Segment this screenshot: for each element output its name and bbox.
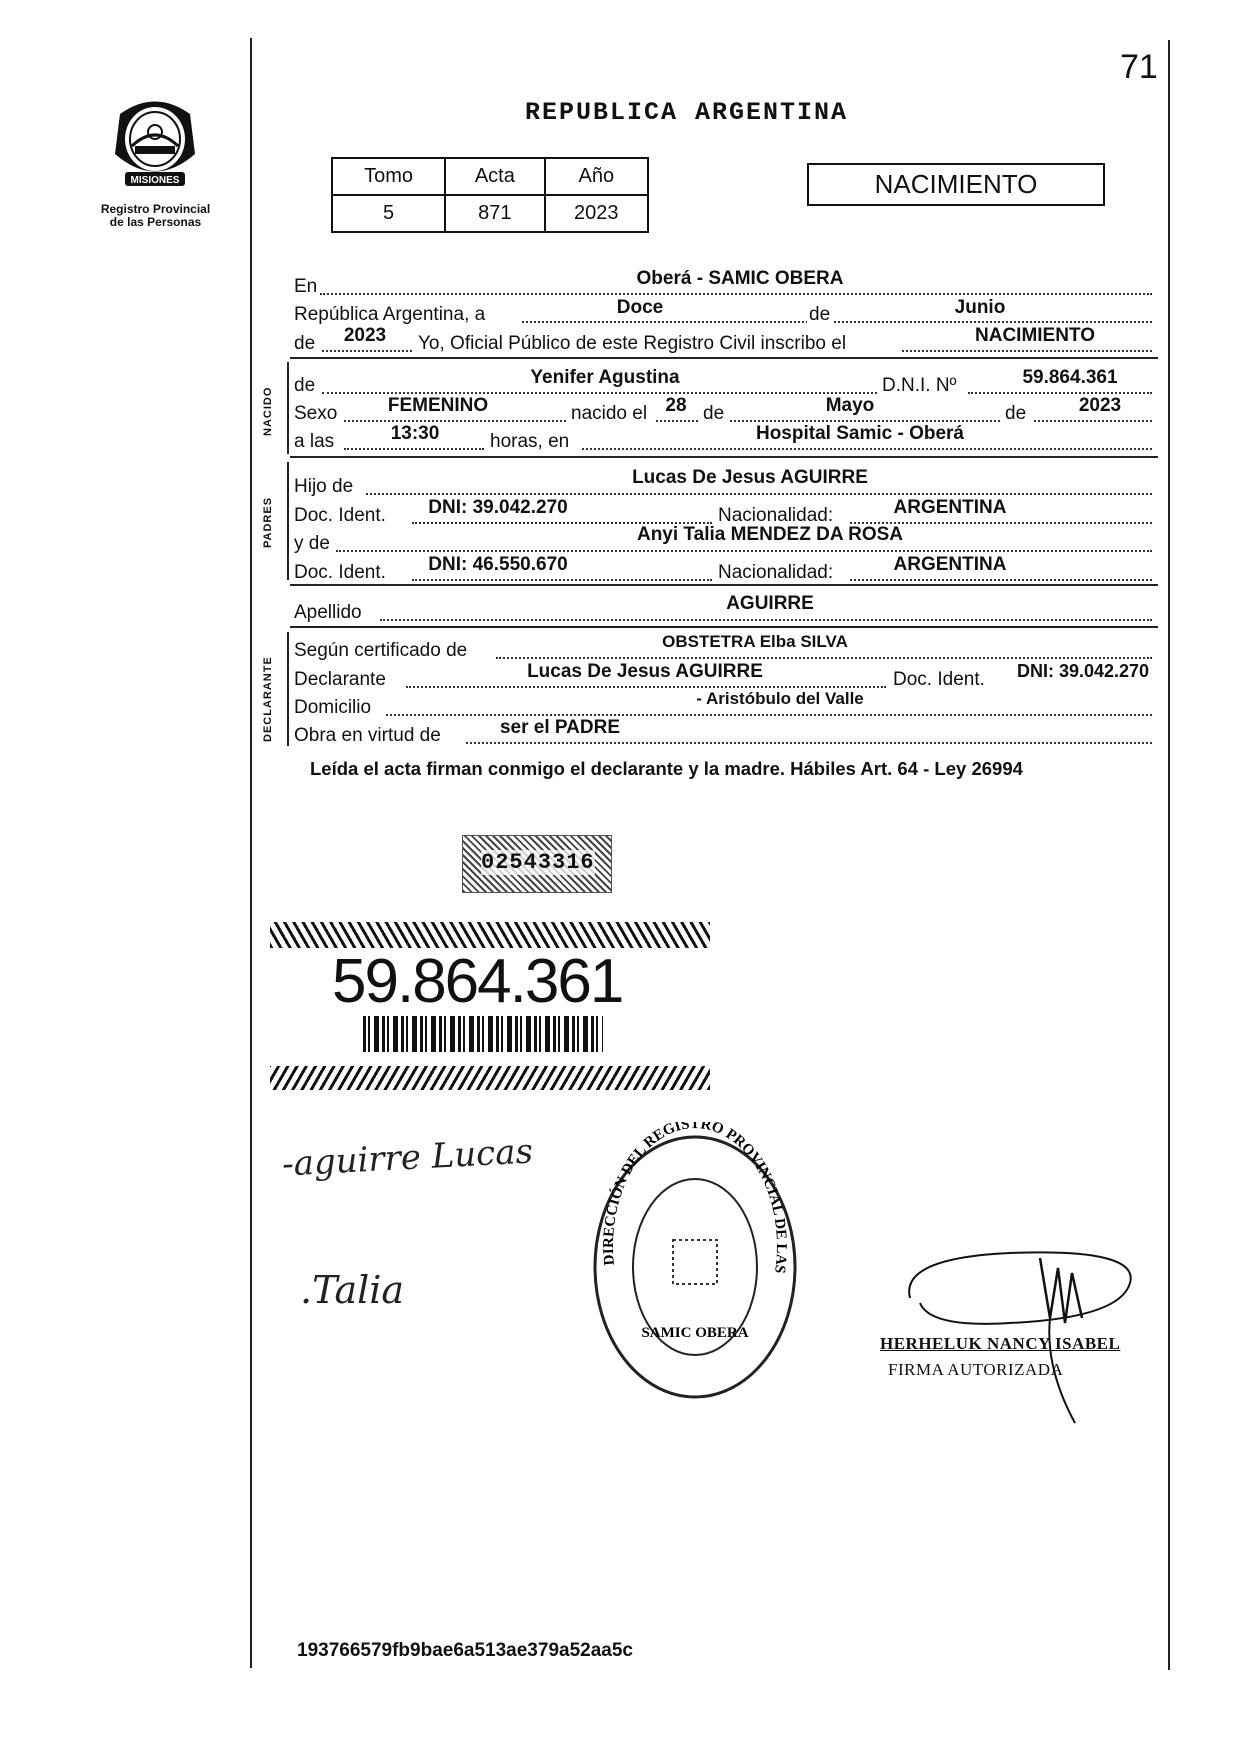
- month-dots: [730, 420, 1000, 422]
- reference-header-row: [332, 158, 648, 195]
- document-hash: 193766579fb9bae6a513ae379a52aa5c: [297, 1640, 633, 1661]
- tomo-header: Tomo: [332, 158, 445, 195]
- dni-label: D.N.I. Nº: [882, 375, 957, 396]
- mother-signature: .Talia: [300, 1268, 405, 1312]
- surname: AGUIRRE: [726, 593, 814, 614]
- intro-de-label: de: [809, 304, 831, 325]
- declarante-label: Declarante: [294, 669, 386, 690]
- dni-label-bottom-band: [270, 1066, 710, 1090]
- birth-year-dots: [1034, 420, 1152, 422]
- section-separator-4: [290, 626, 1158, 628]
- day-dots: [656, 420, 698, 422]
- registry-name: [88, 203, 223, 229]
- event-dots: [902, 350, 1152, 352]
- registration-day: Doce: [616, 297, 664, 318]
- sexo-dots: [344, 420, 566, 422]
- nacido-de1-label: de: [703, 403, 725, 424]
- father-nationality: ARGENTINA: [893, 497, 1007, 518]
- cert-dots: [496, 657, 1152, 659]
- certificate-issuer: OBSTETRA Elba SILVA: [662, 632, 848, 651]
- section-separator-2: [290, 456, 1158, 458]
- child-sex: FEMENINO: [387, 395, 489, 416]
- en-dots: [320, 293, 1152, 295]
- mother-name: Anyi Talia MENDEZ DA ROSA: [636, 524, 904, 545]
- stamp-inner-text: SAMIC OBERA: [641, 1325, 749, 1341]
- right-margin-line: [1168, 40, 1170, 1670]
- y-de-label: y de: [294, 533, 330, 554]
- mother-doc-label: Doc. Ident.: [294, 562, 386, 583]
- horas-label: horas, en: [490, 431, 570, 452]
- declarante-dots: [406, 686, 886, 688]
- declarante-side-line: [287, 632, 289, 746]
- apellido-dots: [380, 619, 1152, 621]
- acta-value: 871: [445, 195, 544, 232]
- tomo-value: 5: [332, 195, 445, 232]
- father-name: Lucas De Jesus AGUIRRE: [632, 467, 868, 488]
- declarant-signature: -aguirre Lucas: [281, 1131, 534, 1185]
- father-nat-label: Nacionalidad:: [718, 505, 834, 526]
- province-logo: [100, 84, 210, 194]
- declarant-capacity: ser el PADRE: [499, 717, 621, 738]
- republic-label: República Argentina, a: [294, 304, 486, 325]
- section-separator-1: [290, 357, 1158, 359]
- child-dni: 59.864.361: [1022, 367, 1118, 388]
- reference-value-row: [332, 195, 648, 232]
- official-name: HERHELUK NANCY ISABEL: [880, 1334, 1121, 1353]
- mother-doc-dots: [412, 579, 712, 581]
- registration-year: 2023: [343, 325, 387, 346]
- year-dots: [322, 350, 412, 352]
- nacido-side-line: [287, 362, 289, 454]
- official-stamp: [585, 1122, 805, 1402]
- registry-line-2: de las Personas: [109, 215, 202, 229]
- left-margin-line: [250, 38, 252, 1668]
- name-dots: [322, 392, 877, 394]
- child-name: Yenifer Agustina: [530, 367, 680, 388]
- padres-side-label: PADRES: [262, 496, 274, 548]
- domicilio-label: Domicilio: [294, 697, 372, 718]
- cert-label: Según certificado de: [294, 640, 468, 661]
- declarant-address: - Aristóbulo del Valle: [696, 689, 864, 708]
- mother-doc: DNI: 46.550.670: [428, 554, 568, 575]
- republic-dots: [522, 321, 1152, 323]
- misiones-emblem-icon: [100, 84, 210, 194]
- domicilio-dots: [386, 714, 1152, 716]
- security-code: 02543316: [481, 850, 595, 875]
- father-doc: DNI: 39.042.270: [428, 497, 568, 518]
- birth-day: 28: [665, 395, 687, 416]
- signature-scribble-icon: [890, 1228, 1150, 1428]
- acta-header: Acta: [445, 158, 544, 195]
- father-dots: [366, 493, 1152, 495]
- registry-seal-icon: [585, 1122, 805, 1402]
- declarant-doc-label: Doc. Ident.: [893, 669, 985, 690]
- dni-label-number: 59.864.361: [332, 947, 623, 1016]
- a-las-label: a las: [294, 431, 335, 452]
- official-text: Yo, Oficial Público de este Registro Civil inscribo el: [418, 333, 847, 354]
- birth-time: 13:30: [390, 423, 440, 444]
- nacido-el-label: nacido el: [571, 403, 648, 424]
- document-title: REPUBLICA ARGENTINA: [525, 98, 849, 127]
- page-number: 71: [1120, 48, 1158, 86]
- anio-value: 2023: [545, 195, 648, 232]
- mother-dots: [336, 550, 1152, 552]
- father-doc-label: Doc. Ident.: [294, 505, 386, 526]
- birth-place-intro: Oberá - SAMIC OBERA: [636, 268, 844, 289]
- registered-event: NACIMIENTO: [975, 325, 1095, 346]
- dni-dots: [968, 392, 1152, 394]
- hospital-dots: [582, 448, 1152, 450]
- mother-nationality: ARGENTINA: [893, 554, 1007, 575]
- year-label: de: [294, 333, 316, 354]
- logo-bottom-text: MISIONES: [130, 175, 180, 186]
- birth-month: Mayo: [825, 395, 875, 416]
- hijo-de-label: Hijo de: [294, 476, 354, 497]
- en-label: En: [294, 276, 318, 297]
- padres-side-line: [287, 462, 289, 580]
- nacido-side-label: NACIDO: [262, 386, 274, 436]
- declarante-side-label: DECLARANTE: [262, 656, 274, 742]
- birth-year: 2023: [1078, 395, 1122, 416]
- sexo-label: Sexo: [294, 403, 338, 424]
- dni-barcode: [363, 1016, 603, 1052]
- registry-line-1: Registro Provincial: [100, 202, 211, 216]
- mother-nat-dots: [850, 579, 1152, 581]
- record-type-box: NACIMIENTO: [807, 163, 1105, 206]
- nacido-de2-label: de: [1005, 403, 1027, 424]
- official-signature-scribble: [890, 1228, 1150, 1428]
- anio-header: Año: [545, 158, 648, 195]
- apellido-label: Apellido: [294, 602, 362, 623]
- declarant-name: Lucas De Jesus AGUIRRE: [527, 661, 763, 682]
- declarant-doc: DNI: 39.042.270: [1016, 661, 1150, 681]
- dni-label-top-band: [270, 922, 710, 948]
- section-separator-3: [290, 584, 1158, 586]
- registration-month: Junio: [954, 297, 1006, 318]
- obra-dots: [466, 742, 1152, 744]
- reference-table: [331, 157, 649, 233]
- birth-place: Hospital Samic - Oberá: [755, 423, 964, 444]
- stamp-outer-text: DIRECCIÓN DEL REGISTRO PROVINCIAL DE LAS: [600, 1122, 790, 1275]
- time-dots: [344, 448, 484, 450]
- security-hologram: [462, 835, 612, 893]
- official-role: FIRMA AUTORIZADA: [888, 1360, 1064, 1379]
- obra-label: Obra en virtud de: [294, 725, 441, 746]
- mother-nat-label: Nacionalidad:: [718, 562, 834, 583]
- legal-note: Leída el acta firman conmigo el declarante y la madre. Hábiles Art. 64 - Ley 26994: [310, 758, 1023, 779]
- nacido-de-label: de: [294, 375, 316, 396]
